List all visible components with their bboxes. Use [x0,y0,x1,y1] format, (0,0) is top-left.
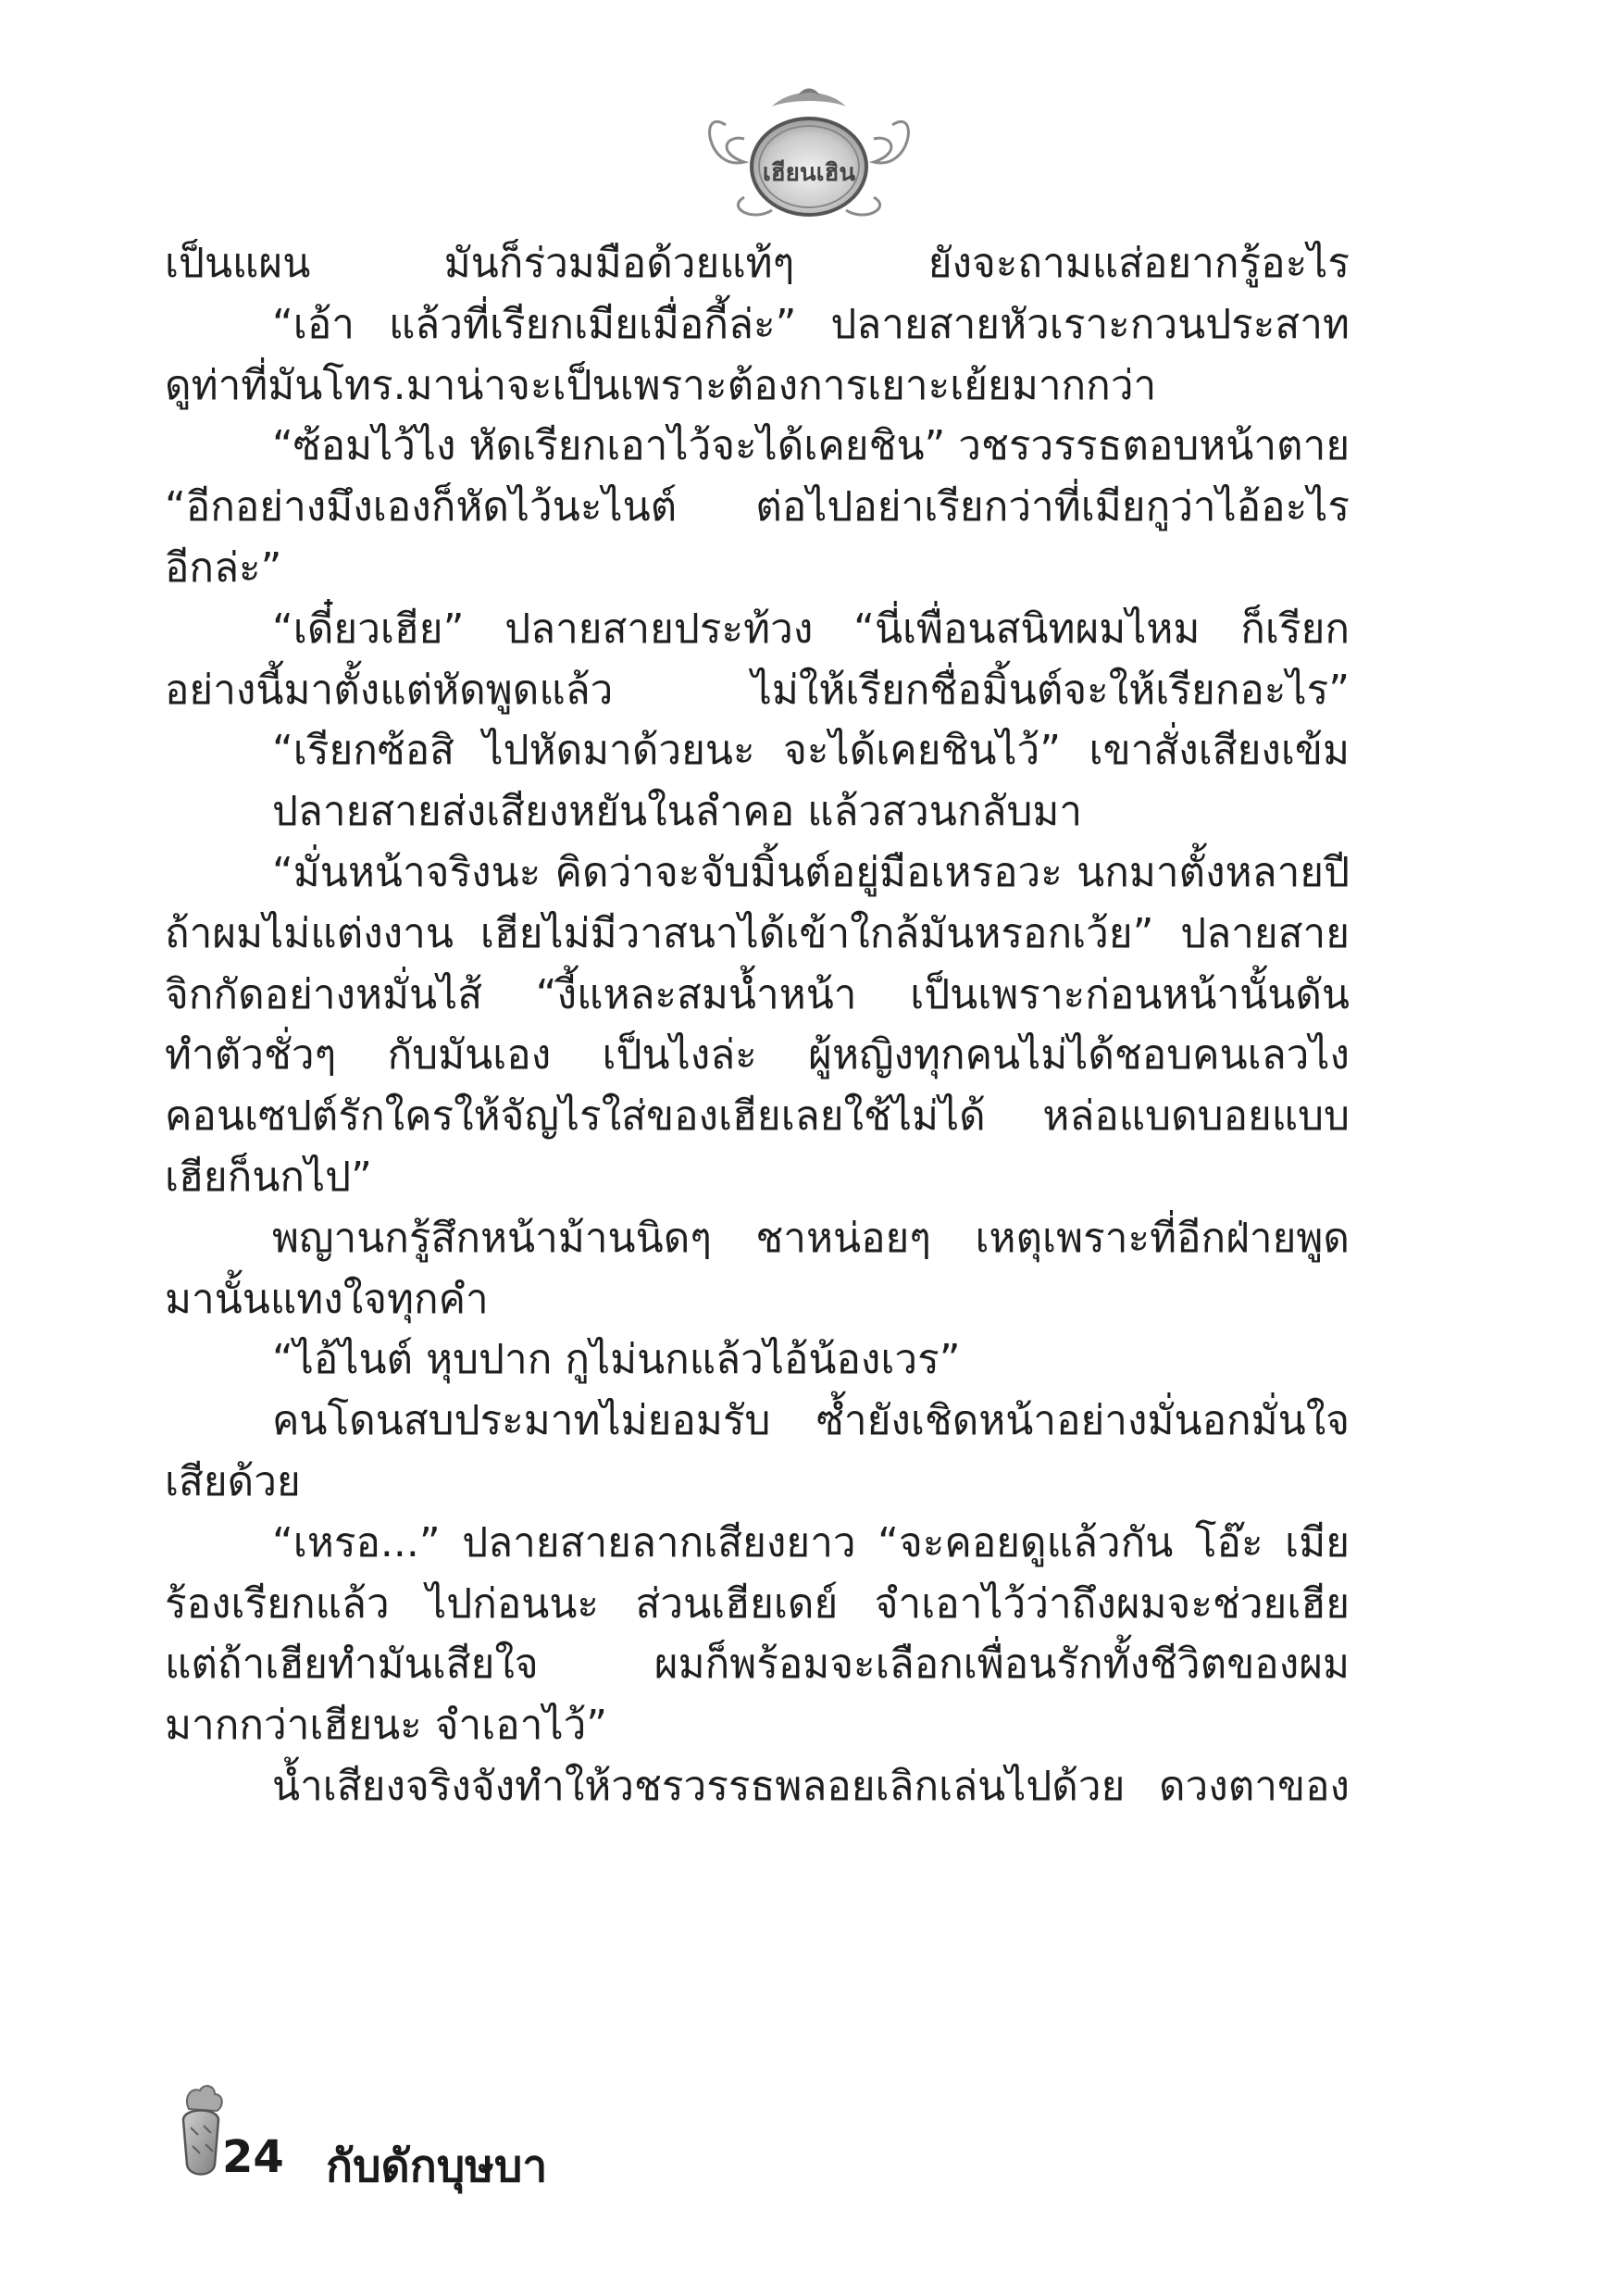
text-line: “เดี๋ยวเฮีย” ปลายสายประท้วง “นี่เพื่อนสนิทผมไหม ก็เรียก [272,605,1350,653]
flower-bud-icon [176,2081,226,2183]
text-line: “อีกอย่างมึงเองก็หัดไว้นะไนต์ ต่อไปอย่าเรียกว่าที่เมียกูว่าไอ้อะไร [165,483,1350,531]
text-line: มากกว่าเฮียนะ จำเอาไว้” [165,1702,608,1750]
book-title: กับดักบุษบา [326,2140,548,2192]
text-line: “เหรอ...” ปลายสายลากเสียงยาว “จะคอยดูแล้วกัน โอ๊ะ เมีย [272,1518,1350,1566]
text-line: ทำตัวชั่วๆ กับมันเอง เป็นไงล่ะ ผู้หญิงทุกคนไม่ได้ชอบคนเลวไง [165,1031,1350,1079]
text-line: เสียด้วย [165,1457,301,1505]
text-line: จิกกัดอย่างหมั่นไส้ “งี้แหละสมน้ำหน้า เป็นเพราะก่อนหน้านั้นดัน [165,970,1350,1018]
page-number: 24 [222,2131,284,2183]
text-line: “เรียกซ้อสิ ไปหัดมาด้วยนะ จะได้เคยชินไว้” เขาสั่งเสียงเข้ม [272,727,1350,775]
svg-text:เฮียนเฮิน: เฮียนเฮิน [762,159,856,187]
text-line: อีกล่ะ” [165,543,282,592]
text-line: มานั้นแทงใจทุกคำ [165,1275,489,1323]
text-line: เป็นแผน มันก็ร่วมมือด้วยแท้ๆ ยังจะถามแส่อยากรู้อะไร [165,240,1350,287]
text-line: ร้องเรียกแล้ว ไปก่อนนะ ส่วนเฮียเดย์ จำเอาไว้ว่าถึงผมจะช่วยเฮีย [165,1579,1350,1628]
text-line: “ไอ้ไนต์ หุบปาก กูไม่นกแล้วไอ้น้องเวร” [272,1336,961,1384]
text-line: ถ้าผมไม่แต่งงาน เฮียไม่มีวาสนาได้เข้าใกล้มันหรอกเว้ย” ปลายสาย [165,909,1350,957]
text-line: ดูท่าที่มันโทร.มาน่าจะเป็นเพราะต้องการเยาะเย้ยมากกว่า [165,361,1157,409]
header-logo [689,88,929,227]
page-footer [176,2081,731,2192]
text-line: น้ำเสียงจริงจังทำให้วชรวรรธพลอยเลิกเล่นไปด้วย ดวงตาของ [272,1762,1350,1810]
text-line: พญานกรู้สึกหน้าม้านนิดๆ ชาหน่อยๆ เหตุเพราะที่อีกฝ่ายพูด [272,1214,1350,1262]
text-line: เฮียก็นกไป” [165,1153,372,1201]
text-line: คอนเซปต์รักใครให้จัญไรใส่ของเฮียเลยใช้ไม่ได้ หล่อแบดบอยแบบ [165,1092,1350,1141]
text-line: “เอ้า แล้วที่เรียกเมียเมื่อกี้ล่ะ” ปลายสายหัวเราะกวนประสาท [272,300,1350,348]
text-line: ปลายสายส่งเสียงหยันในลำคอ แล้วสวนกลับมา [272,788,1083,836]
text-line: คนโดนสบประมาทไม่ยอมรับ ซ้ำยังเชิดหน้าอย่างมั่นอกมั่นใจ [272,1397,1350,1445]
text-line: “มั่นหน้าจริงนะ คิดว่าจะจับมิ้นต์อยู่มือเหรอวะ นกมาตั้งหลายปี [272,848,1350,896]
ornament-logo-icon [689,88,929,227]
text-line: “ซ้อมไว้ไง หัดเรียกเอาไว้จะได้เคยชิน” วชรวรรธตอบหน้าตาย [272,422,1350,470]
text-line: แต่ถ้าเฮียทำมันเสียใจ ผมก็พร้อมจะเลือกเพื่อนรักทั้งชีวิตของผม [165,1641,1350,1689]
body-text [165,233,1350,1817]
text-line: อย่างนี้มาตั้งแต่หัดพูดแล้ว ไม่ให้เรียกชื่อมิ้นต์จะให้เรียกอะไร” [165,666,1350,714]
